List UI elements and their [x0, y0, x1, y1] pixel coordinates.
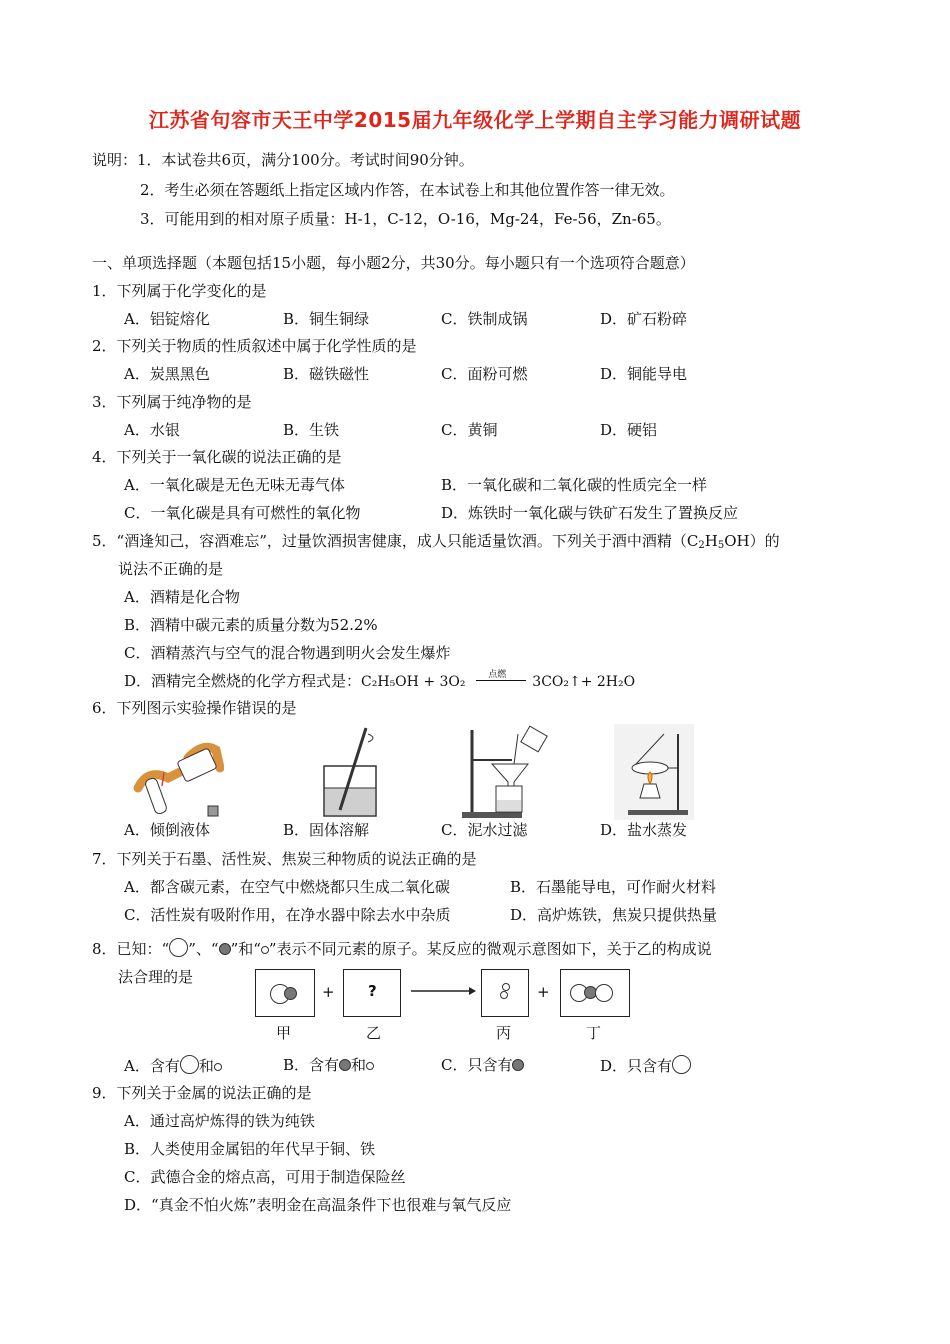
- evaporation-figure: [614, 724, 694, 820]
- reaction-condition: 点燃: [488, 670, 507, 680]
- q5-option-a: A．酒精是化合物: [124, 588, 240, 606]
- q7-stem: 7．下列关于石墨、活性炭、焦炭三种物质的说法正确的是: [92, 850, 477, 868]
- small-white-atom-icon: [214, 1063, 222, 1071]
- q2-option-c: C．面粉可燃: [441, 365, 528, 383]
- q6-option-d: D．盐水蒸发: [600, 821, 688, 839]
- q8-option-a: A．含有 和: [124, 1055, 222, 1076]
- q5-option-c: C．酒精蒸汽与空气的混合物遇到明火会发生爆炸: [124, 644, 451, 662]
- q3-option-b: B．生铁: [283, 421, 340, 439]
- q7-option-d: D．高炉炼铁，焦炭只提供热量: [510, 906, 718, 924]
- dissolving-solid-figure: [318, 722, 384, 820]
- q6-option-a: A．倾倒液体: [124, 821, 210, 839]
- gray-atom-icon: [219, 943, 231, 955]
- q8-option-b: B．含有 和: [283, 1055, 374, 1075]
- q4-stem: 4．下列关于一氧化碳的说法正确的是: [92, 448, 342, 466]
- section-heading: 一、单项选择题（本题包括15小题，每小题2分，共30分。每小题只有一个选项符合题意）: [92, 254, 695, 272]
- q8-option-c: C．只含有: [441, 1055, 524, 1075]
- small-white-atom-icon: [261, 946, 269, 954]
- q5-option-b: B．酒精中碳元素的质量分数为52.2%: [124, 616, 378, 634]
- gray-atom-icon: [339, 1059, 351, 1071]
- q9-option-a: A．通过高炉炼得的铁为纯铁: [124, 1112, 315, 1130]
- q9-option-c: C．武德合金的熔点高，可用于制造保险丝: [124, 1168, 406, 1186]
- label-bing: 丙: [496, 1024, 512, 1042]
- label-yi: 乙: [366, 1024, 382, 1042]
- product-bing-box: [481, 969, 529, 1017]
- reactant-jia-box: [255, 969, 315, 1017]
- q9-stem: 9．下列关于金属的说法正确的是: [92, 1084, 312, 1102]
- q2-option-b: B．磁铁磁性: [283, 365, 370, 383]
- gray-atom-icon: [512, 1059, 524, 1071]
- q3-stem: 3．下列属于纯净物的是: [92, 393, 252, 411]
- q5-option-d: D．酒精完全燃烧的化学方程式是：C₂H₅OH + 3O₂ 点燃 3CO₂↑+ 2H₂O: [124, 671, 635, 692]
- note-1: 说明：1．本试卷共6页，满分100分。考试时间90分钟。: [92, 151, 474, 169]
- label-jia: 甲: [276, 1024, 292, 1042]
- q9-option-b: B．人类使用金属铝的年代早于铜、铁: [124, 1140, 376, 1158]
- q4-option-c: C．一氧化碳是具有可燃性的氧化物: [124, 504, 361, 522]
- q2-stem: 2．下列关于物质的性质叙述中属于化学性质的是: [92, 337, 417, 355]
- q1-stem: 1．下列属于化学变化的是: [92, 282, 267, 300]
- q9-option-d: D．“真金不怕火炼”表明金在高温条件下也很难与氧气反应: [124, 1196, 512, 1214]
- q7-option-a: A．都含碳元素，在空气中燃烧都只生成二氧化碳: [124, 878, 450, 896]
- note-2: 2．考生必须在答题纸上指定区域内作答，在本试卷上和其他位置作答一律无效。: [140, 181, 675, 199]
- large-white-atom-icon: [169, 938, 188, 957]
- filtration-figure: [458, 724, 554, 822]
- q3-option-a: A．水银: [124, 421, 180, 439]
- q4-option-b: B．一氧化碳和二氧化碳的性质完全一样: [441, 476, 708, 494]
- q7-option-b: B．石墨能导电，可作耐火材料: [510, 878, 717, 896]
- small-white-atom-icon: [366, 1062, 374, 1070]
- q6-option-c: C．泥水过滤: [441, 821, 528, 839]
- q7-option-c: C．活性炭有吸附作用，在净水器中除去水中杂质: [124, 906, 451, 924]
- q6-option-b: B．固体溶解: [283, 821, 370, 839]
- q3-option-c: C．黄铜: [441, 421, 498, 439]
- reaction-line: [476, 680, 526, 681]
- q5-stem-line1: 5．“酒逢知己，容酒难忘”，过量饮酒损害健康，成人只能适量饮酒。下列关于酒中酒精$(C_2H_5OH)$的: [92, 532, 780, 551]
- unknown-mark: ?: [368, 982, 377, 1000]
- large-white-atom-icon: [180, 1055, 199, 1074]
- q8-stem-line2: 法合理的是: [118, 968, 194, 986]
- q2-option-a: A．炭黑黑色: [124, 365, 210, 383]
- reaction-arrow: [409, 984, 477, 998]
- plus-sign-2: +: [537, 983, 550, 1001]
- q4-option-d: D．炼铁时一氧化碳与铁矿石发生了置换反应: [441, 504, 739, 522]
- plus-sign-1: +: [322, 983, 335, 1001]
- q4-option-a: A．一氧化碳是无色无味无毒气体: [124, 476, 345, 494]
- label-ding: 丁: [586, 1024, 602, 1042]
- q2-option-d: D．铜能导电: [600, 365, 688, 383]
- large-white-atom-icon: [672, 1055, 691, 1074]
- q5-stem-line2: 说法不正确的是: [118, 560, 224, 578]
- pouring-liquid-figure: [128, 728, 224, 820]
- q6-stem: 6．下列图示实验操作错误的是: [92, 699, 297, 717]
- q1-option-d: D．矿石粉碎: [600, 310, 688, 328]
- q8-option-d: D．只含有: [600, 1055, 691, 1076]
- product-ding-box: [560, 969, 630, 1017]
- q1-option-a: A．铝锭熔化: [124, 310, 210, 328]
- note-3: 3．可能用到的相对原子质量：H-1，C-12，O-16，Mg-24，Fe-56，Zn-65。: [140, 210, 671, 228]
- q1-option-b: B．铜生铜绿: [283, 310, 370, 328]
- q1-option-c: C．铁制成锅: [441, 310, 528, 328]
- reactant-yi-box: [343, 969, 401, 1017]
- q3-option-d: D．硬铝: [600, 421, 658, 439]
- q8-stem-line1: 8．已知：“ ”、“ ”和“ ”表示不同元素的原子。某反应的微观示意图如下，关于乙的构成说: [92, 940, 712, 958]
- page-title: 江苏省句容市天王中学2015届九年级化学上学期自主学习能力调研试题: [148, 108, 802, 132]
